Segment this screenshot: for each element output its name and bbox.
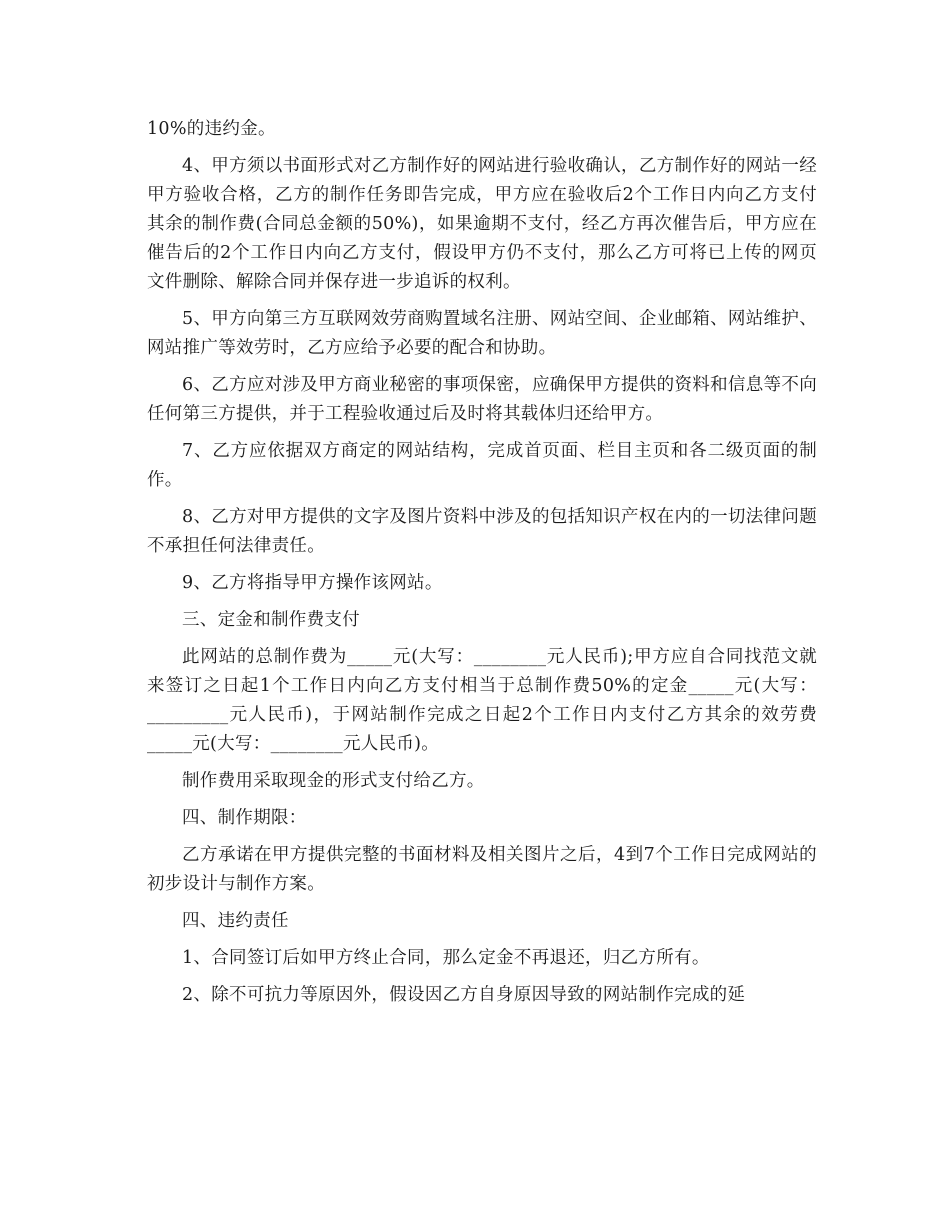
paragraph-clause-4: 4、甲方须以书面形式对乙方制作好的网站进行验收确认，乙方制作好的网站一经甲方验收合格，乙方的制作任务即告完成，甲方应在验收后2个工作日内向乙方支付其余的制作费(合同总金额的50%)，如果逾期不支付，经乙方再次催告后，甲方应在催告后的2个工作日内向乙方支付，假设甲方仍不支付，那么乙方可将已上传的网页文件删除、解除合同并保存进一步追诉的权利。 xyxy=(147,156,817,292)
paragraph-clause-8: 8、乙方对甲方提供的文字及图片资料中涉及的包括知识产权在内的一切法律问题不承担任何法律责任。 xyxy=(147,507,817,556)
paragraph-deadline: 乙方承诺在甲方提供完整的书面材料及相关图片之后，4到7个工作日完成网站的初步设计与制作方案。 xyxy=(147,845,817,894)
paragraph-clause-5: 5、甲方向第三方互联网效劳商购置域名注册、网站空间、企业邮箱、网站维护、网站推广等效劳时，乙方应给予必要的配合和协助。 xyxy=(147,309,817,358)
paragraph-clause-6: 6、乙方应对涉及甲方商业秘密的事项保密，应确保甲方提供的资料和信息等不向任何第三方提供，并于工程验收通过后及时将其载体归还给甲方。 xyxy=(147,375,817,424)
paragraph-payment-method: 制作费用采取现金的形式支付给乙方。 xyxy=(182,771,485,791)
paragraph-continuation: 10%的违约金。 xyxy=(147,119,276,139)
section-heading-liability: 四、违约责任 xyxy=(182,911,289,931)
section-heading-payment: 三、定金和制作费支付 xyxy=(182,610,360,630)
section-heading-deadline: 四、制作期限： xyxy=(182,808,307,828)
paragraph-liability-2: 2、除不可抗力等原因外，假设因乙方自身原因导致的网站制作完成的延 xyxy=(182,985,746,1005)
document-body xyxy=(147,115,817,1018)
paragraph-clause-7: 7、乙方应依据双方商定的网站结构，完成首页面、栏目主页和各二级页面的制作。 xyxy=(147,441,817,490)
paragraph-fees: 此网站的总制作费为_____元(大写：________元人民币);甲方应自合同找范文就来签订之日起1个工作日内向乙方支付相当于总制作费50%的定金_____元(大写：_________元人民币)，于网站制作完成之日起2个工作日内支付乙方其余的效劳费_____元(大写：________元人民币)。 xyxy=(147,647,817,754)
paragraph-clause-9: 9、乙方将指导甲方操作该网站。 xyxy=(182,573,443,593)
paragraph-liability-1: 1、合同签订后如甲方终止合同，那么定金不再退还，归乙方所有。 xyxy=(182,948,710,968)
